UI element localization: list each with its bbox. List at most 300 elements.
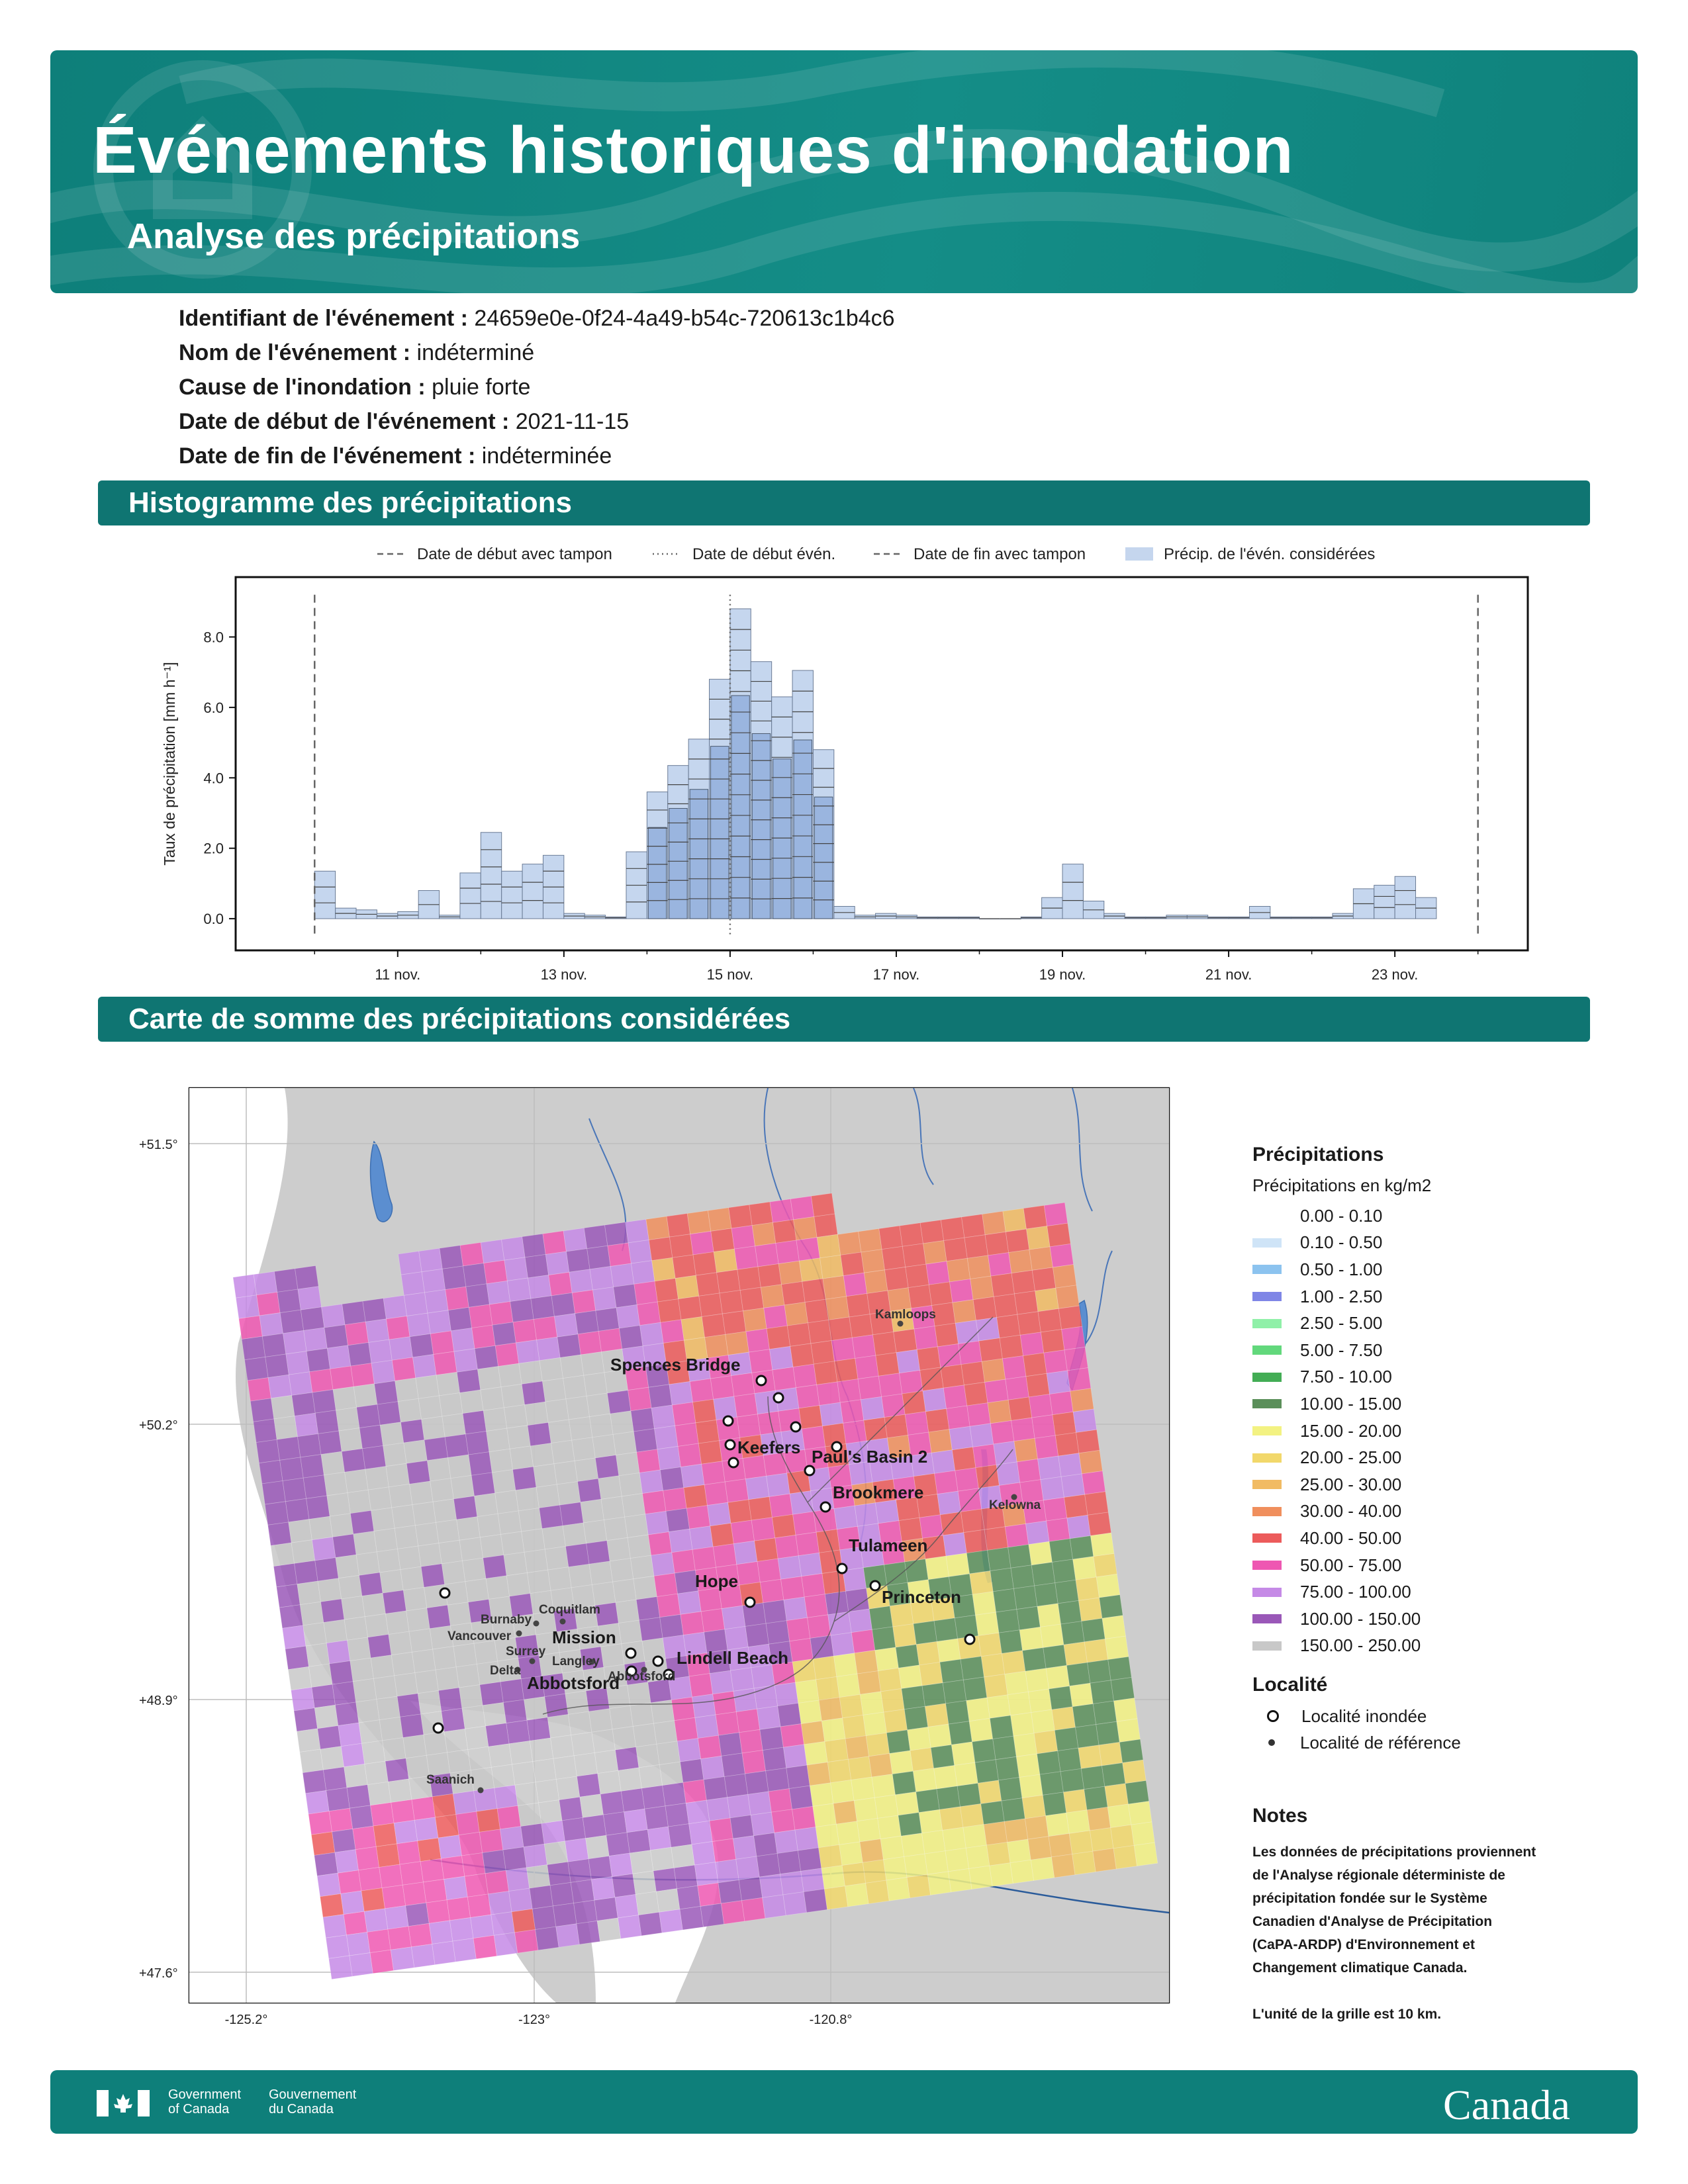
precip-grid-cell	[427, 1457, 451, 1481]
histogram-event-bar	[669, 808, 687, 919]
precip-grid-cell	[760, 1727, 784, 1751]
precip-grid-cell	[612, 1726, 636, 1750]
precip-grid-cell	[277, 1437, 301, 1461]
precip-grid-cell	[418, 1396, 442, 1420]
precip-grid-cell	[351, 1363, 375, 1387]
precip-grid-cell	[616, 1600, 639, 1623]
precip-grid-cell	[1052, 1707, 1076, 1731]
precip-grid-cell	[404, 1293, 428, 1316]
legend-class-label: 0.00 - 0.10	[1300, 1205, 1383, 1226]
precip-grid-cell	[288, 1666, 312, 1690]
precip-grid-cell	[577, 1774, 600, 1797]
precip-grid-cell	[403, 1735, 427, 1758]
precip-grid-cell	[743, 1603, 767, 1627]
precip-grid-cell	[810, 1783, 833, 1807]
precip-grid-cell	[906, 1264, 929, 1288]
precip-grid-cell	[755, 1243, 779, 1267]
precip-grid-cell	[616, 1304, 640, 1328]
precip-grid-cell	[966, 1550, 990, 1574]
precip-grid-cell	[556, 1924, 580, 1948]
precip-grid-cell	[908, 1285, 932, 1308]
precip-grid-cell	[674, 1865, 698, 1889]
precip-grid-cell	[710, 1670, 733, 1694]
precip-grid-cell	[513, 1319, 537, 1343]
precip-grid-cell	[335, 1702, 359, 1726]
precip-grid-cell	[916, 1789, 940, 1813]
precip-grid-cell	[795, 1680, 819, 1704]
precip-grid-cell	[751, 1518, 775, 1541]
precip-grid-cell	[1131, 1822, 1155, 1846]
lon-label: -123°	[518, 2013, 551, 2027]
precip-grid-cell	[338, 1723, 362, 1747]
precip-grid-cell	[628, 1682, 651, 1706]
precip-grid-cell	[306, 1643, 330, 1667]
precip-grid-cell	[273, 1563, 297, 1587]
precip-grid-cell	[680, 1906, 704, 1930]
precip-grid-cell	[852, 1335, 876, 1359]
precip-grid-cell	[894, 1329, 917, 1353]
precip-grid-cell	[606, 1833, 630, 1856]
precip-grid-cell	[904, 1854, 928, 1878]
precip-grid-cell	[1090, 1533, 1114, 1557]
gov-fr-line: du Canada	[269, 2102, 334, 2116]
precip-grid-cell	[1019, 1627, 1043, 1651]
precip-grid-cell	[595, 1455, 619, 1479]
precip-grid-cell	[373, 1676, 397, 1700]
legend-class-list	[1252, 1203, 1623, 1659]
precip-grid-cell	[740, 1287, 764, 1311]
flooded-place-label: Mission	[552, 1627, 616, 1647]
precip-grid-cell	[663, 1782, 686, 1806]
precip-grid-cell	[527, 1570, 551, 1594]
precip-grid-cell	[763, 1747, 786, 1771]
precip-grid-cell	[1002, 1356, 1026, 1380]
precip-grid-cell	[391, 1799, 415, 1823]
notes-title: Notes	[1252, 1805, 1308, 1827]
precip-grid-cell	[1093, 1701, 1117, 1725]
precip-grid-cell	[612, 1874, 636, 1897]
precip-grid-cell	[884, 1414, 908, 1438]
precip-grid-cell	[884, 1856, 908, 1880]
precip-grid-cell	[444, 1729, 468, 1752]
precip-grid-cell	[283, 1625, 306, 1649]
precip-grid-cell	[931, 1745, 955, 1768]
precip-grid-cell	[766, 1621, 790, 1645]
precip-grid-cell	[655, 1279, 679, 1302]
precip-grid-cell	[630, 1555, 654, 1579]
precip-grid-cell	[577, 1921, 600, 1944]
legend-class-label: 50.00 - 75.00	[1300, 1555, 1402, 1575]
precip-grid-cell	[790, 1343, 814, 1367]
precip-grid-cell	[811, 1193, 835, 1217]
precip-grid-cell	[371, 1655, 395, 1679]
legend-color-swatch	[1252, 1238, 1282, 1248]
precip-grid-cell	[790, 1491, 814, 1515]
precip-grid-cell	[250, 1398, 274, 1422]
precip-grid-cell	[439, 1393, 463, 1417]
precip-grid-cell	[459, 1832, 483, 1856]
precip-grid-cell	[419, 1248, 443, 1272]
precip-grid-cell	[760, 1579, 784, 1603]
precip-grid-cell	[1076, 1577, 1100, 1601]
precip-grid-cell	[315, 1410, 339, 1434]
precip-grid-cell	[534, 1316, 557, 1340]
precip-grid-cell	[475, 1345, 498, 1369]
precip-grid-cell	[342, 1596, 365, 1620]
precip-grid-cell	[345, 1322, 369, 1345]
precip-grid-cell	[834, 1506, 858, 1529]
precip-grid-cell	[327, 1493, 351, 1517]
precip-grid-cell	[569, 1269, 593, 1293]
precip-grid-cell	[978, 1780, 1002, 1804]
reference-locality-marker	[534, 1621, 539, 1627]
precip-grid-cell	[961, 1804, 984, 1828]
flooded-locality-marker	[745, 1598, 755, 1607]
precip-grid-cell	[315, 1558, 339, 1582]
precip-grid-cell	[414, 1817, 438, 1841]
precip-grid-cell	[829, 1317, 853, 1341]
precip-grid-cell	[811, 1341, 835, 1365]
precip-grid-cell	[701, 1756, 725, 1780]
precip-grid-cell	[857, 1671, 881, 1695]
precip-grid-cell	[627, 1829, 651, 1853]
precip-grid-cell	[474, 1641, 498, 1664]
precip-grid-cell	[693, 1252, 717, 1276]
precip-grid-cell	[695, 1715, 719, 1739]
precip-grid-cell	[589, 1709, 613, 1733]
precip-grid-cell	[403, 1587, 427, 1611]
precip-grid-cell	[728, 1500, 752, 1524]
precip-grid-cell	[1069, 1831, 1093, 1854]
precip-grid-cell	[794, 1216, 818, 1240]
precip-grid-cell	[698, 1441, 722, 1465]
canada-wordmark: Canada	[1443, 2081, 1570, 2128]
precip-grid-cell	[653, 1868, 677, 1891]
precip-grid-cell	[734, 1394, 758, 1418]
precip-grid-cell	[633, 1576, 657, 1600]
precip-grid-cell	[618, 1915, 641, 1939]
precip-grid-cell	[292, 1392, 316, 1416]
precip-grid-cell	[1063, 1790, 1087, 1813]
precip-grid-cell	[683, 1780, 707, 1803]
precip-grid-cell	[802, 1426, 825, 1450]
precip-grid-cell	[389, 1337, 413, 1361]
precip-grid-cell	[628, 1240, 652, 1264]
precip-grid-cell	[436, 1372, 460, 1396]
precip-grid-cell	[725, 1479, 749, 1503]
precip-grid-cell	[1034, 1730, 1058, 1754]
precip-grid-cell	[311, 1832, 335, 1856]
precip-grid-cell	[1050, 1391, 1074, 1415]
precip-grid-cell	[580, 1794, 604, 1818]
precip-grid-cell	[491, 1764, 515, 1788]
precip-grid-cell	[973, 1444, 997, 1468]
precip-grid-cell	[967, 1403, 991, 1427]
precip-grid-cell	[495, 1343, 519, 1367]
precip-grid-cell	[466, 1284, 490, 1308]
precip-grid-cell	[799, 1258, 823, 1282]
precip-grid-cell	[1067, 1368, 1091, 1392]
legend-color-swatch	[1252, 1292, 1282, 1301]
precip-grid-cell	[329, 1956, 353, 1979]
precip-grid-cell	[559, 1797, 583, 1821]
lon-label: -120.8°	[809, 2013, 853, 2027]
precip-grid-cell	[878, 1668, 902, 1692]
precip-grid-cell	[745, 1771, 769, 1795]
info-value: indéterminée	[481, 443, 612, 469]
precip-grid-cell	[1041, 1477, 1064, 1500]
precip-grid-cell	[672, 1402, 696, 1426]
precip-grid-cell	[1102, 1763, 1125, 1787]
precip-grid-cell	[332, 1682, 356, 1706]
precip-grid-cell	[1111, 1677, 1135, 1701]
precip-grid-cell	[303, 1623, 327, 1647]
precip-grid-cell	[1061, 1474, 1085, 1498]
precip-grid-cell	[843, 1715, 867, 1739]
precip-grid-cell	[283, 1478, 306, 1502]
precip-grid-cell	[350, 1510, 374, 1534]
precip-grid-cell	[526, 1865, 550, 1889]
precip-grid-cell	[726, 1332, 749, 1355]
precip-grid-cell	[453, 1938, 477, 1962]
flooded-place-label: Princeton	[882, 1587, 961, 1607]
precip-grid-cell	[536, 1779, 559, 1803]
precip-grid-cell	[451, 1328, 475, 1352]
precip-grid-cell	[925, 1851, 949, 1875]
precip-grid-cell	[1011, 1713, 1035, 1737]
precip-grid-cell	[501, 1531, 525, 1555]
precip-grid-cell	[568, 1711, 592, 1735]
reference-place-label: Surrey	[506, 1645, 546, 1659]
legend-class-row	[1252, 1578, 1623, 1606]
precip-grid-cell	[671, 1697, 695, 1721]
precip-grid-cell	[896, 1349, 920, 1373]
precip-grid-cell	[941, 1365, 964, 1388]
precip-grid-cell	[985, 1379, 1009, 1403]
precip-grid-cell	[616, 1452, 640, 1476]
precip-grid-cell	[1006, 1229, 1029, 1253]
legend-class-row	[1252, 1525, 1623, 1552]
precip-grid-cell	[792, 1806, 816, 1830]
precip-grid-cell	[479, 1829, 503, 1853]
precip-grid-cell	[665, 1803, 689, 1827]
precip-grid-cell	[553, 1903, 577, 1927]
precip-grid-cell	[428, 1310, 451, 1334]
precip-grid-cell	[1088, 1660, 1111, 1684]
precip-grid-cell	[383, 1738, 406, 1762]
flooded-locality-marker	[757, 1376, 766, 1385]
precip-grid-cell	[1050, 1244, 1074, 1267]
info-value: indéterminé	[416, 340, 535, 365]
precip-grid-cell	[416, 1375, 440, 1399]
precip-grid-cell	[866, 1733, 890, 1756]
precip-grid-cell	[855, 1651, 878, 1674]
precip-grid-cell	[990, 1568, 1014, 1592]
precip-grid-cell	[421, 1564, 445, 1588]
precip-grid-cell	[628, 1387, 652, 1411]
precip-grid-cell	[551, 1735, 575, 1759]
precip-grid-cell	[614, 1284, 637, 1308]
precip-grid-cell	[321, 1599, 345, 1623]
precip-grid-cell	[498, 1511, 522, 1535]
precip-grid-cell	[483, 1850, 506, 1874]
precip-grid-cell	[678, 1443, 702, 1467]
precip-grid-cell	[268, 1375, 292, 1398]
precip-grid-cell	[613, 1432, 637, 1455]
precip-grid-cell	[1096, 1721, 1120, 1745]
x-tick-label: 17 nov.	[872, 966, 920, 983]
precip-grid-cell	[1072, 1704, 1096, 1727]
precip-grid-cell	[1076, 1725, 1100, 1749]
precip-grid-cell	[391, 1652, 415, 1676]
precip-grid-cell	[884, 1562, 908, 1586]
precip-grid-cell	[447, 1602, 471, 1626]
precip-grid-cell	[745, 1476, 769, 1500]
precip-grid-cell	[842, 1862, 866, 1886]
precip-grid-cell	[890, 1751, 914, 1774]
precip-grid-cell	[600, 1791, 624, 1815]
precip-grid-cell	[996, 1610, 1020, 1633]
precip-grid-cell	[981, 1801, 1005, 1825]
precip-grid-cell	[489, 1449, 513, 1473]
precip-grid-cell	[379, 1864, 403, 1888]
precip-grid-cell	[718, 1880, 742, 1904]
precip-grid-cell	[839, 1694, 863, 1718]
precip-grid-cell	[969, 1718, 993, 1742]
precip-grid-cell	[881, 1689, 905, 1713]
precip-grid-cell	[943, 1533, 967, 1557]
precip-grid-cell	[254, 1271, 277, 1295]
precip-grid-cell	[839, 1842, 863, 1866]
precip-grid-cell	[592, 1287, 616, 1311]
precip-grid-cell	[583, 1520, 607, 1544]
precip-grid-cell	[1008, 1545, 1032, 1569]
precip-grid-cell	[439, 1540, 463, 1564]
precip-grid-cell	[651, 1847, 675, 1871]
precip-grid-cell	[849, 1314, 873, 1338]
precip-grid-cell	[610, 1706, 633, 1729]
locality-label: Localité de référence	[1300, 1732, 1461, 1752]
precip-grid-cell	[516, 1340, 539, 1364]
precip-grid-cell	[724, 1774, 748, 1797]
precip-grid-cell	[845, 1883, 869, 1907]
precip-grid-cell	[802, 1573, 825, 1597]
precip-grid-cell	[518, 1508, 542, 1532]
precip-grid-cell	[359, 1867, 383, 1891]
flooded-locality-marker	[724, 1416, 733, 1426]
precip-grid-cell	[424, 1437, 448, 1461]
precip-grid-cell	[739, 1877, 763, 1901]
precip-grid-cell	[318, 1431, 342, 1455]
precip-grid-cell	[465, 1874, 489, 1897]
precip-grid-cell	[1047, 1518, 1070, 1542]
precip-grid-cell	[465, 1726, 489, 1750]
precip-grid-cell	[669, 1381, 693, 1405]
precip-grid-cell	[1064, 1494, 1088, 1518]
precip-grid-cell	[657, 1446, 681, 1470]
precip-grid-cell	[692, 1842, 716, 1866]
info-label: Identifiant de l'événement :	[179, 306, 468, 331]
precip-grid-cell	[733, 1836, 757, 1860]
histogram-bar	[1374, 886, 1395, 919]
precip-grid-cell	[283, 1330, 307, 1354]
precip-grid-cell	[321, 1451, 345, 1475]
precip-grid-cell	[304, 1328, 328, 1351]
precip-grid-cell	[365, 1319, 389, 1343]
precip-grid-cell	[541, 1821, 565, 1844]
precip-grid-cell	[625, 1514, 649, 1538]
precip-grid-cell	[503, 1847, 527, 1871]
precip-grid-cell	[628, 1535, 651, 1559]
precip-grid-cell	[492, 1470, 516, 1494]
precip-grid-cell	[1004, 1819, 1028, 1843]
precip-grid-cell	[469, 1452, 492, 1476]
precip-grid-cell	[297, 1581, 321, 1605]
precip-grid-cell	[388, 1927, 412, 1950]
lat-label: +51.5°	[139, 1138, 178, 1152]
precip-grid-cell	[271, 1395, 295, 1419]
precip-grid-cell	[442, 1266, 466, 1290]
precip-grid-cell	[1019, 1774, 1043, 1798]
precip-grid-cell	[717, 1269, 741, 1293]
precip-grid-cell	[587, 1246, 611, 1269]
precip-grid-cell	[843, 1273, 867, 1297]
reference-place-label: Coquitlam	[539, 1603, 600, 1617]
precip-grid-cell	[598, 1476, 622, 1500]
precip-grid-cell	[615, 1894, 639, 1918]
precip-grid-cell	[990, 1715, 1013, 1739]
precip-grid-cell	[510, 1446, 534, 1470]
precip-grid-cell	[647, 1827, 671, 1850]
precip-grid-cell	[542, 1525, 566, 1549]
precip-grid-cell	[575, 1458, 598, 1482]
notes-line: L'unité de la grille est 10 km.	[1252, 2007, 1442, 2023]
legend-color-swatch	[1252, 1641, 1282, 1651]
precip-grid-cell	[979, 1338, 1003, 1362]
precip-grid-cell	[969, 1866, 993, 1889]
precip-grid-cell	[1090, 1828, 1113, 1852]
precip-grid-cell	[550, 1882, 574, 1906]
precip-grid-cell	[731, 1520, 755, 1544]
precip-grid-cell	[876, 1353, 900, 1377]
precip-grid-cell	[690, 1526, 714, 1550]
precip-grid-cell	[655, 1426, 679, 1449]
precip-grid-cell	[395, 1525, 418, 1549]
precip-grid-cell	[590, 1414, 614, 1437]
precip-grid-cell	[481, 1387, 504, 1411]
precip-grid-cell	[886, 1878, 910, 1901]
precip-grid-cell	[336, 1555, 359, 1578]
precip-grid-cell	[539, 1357, 563, 1381]
precip-grid-cell	[481, 1240, 504, 1263]
precip-grid-cell	[731, 1373, 755, 1396]
precip-grid-cell	[693, 1399, 717, 1423]
precip-grid-cell	[509, 1888, 533, 1912]
histogram-event-bar	[648, 827, 666, 919]
precip-grid-cell	[1006, 1377, 1029, 1400]
precip-grid-cell	[344, 1911, 367, 1935]
reference-marker-swatch	[1268, 1739, 1275, 1746]
precip-grid-cell	[1029, 1247, 1053, 1271]
x-tick-label: 19 nov.	[1039, 966, 1086, 983]
precip-grid-cell	[757, 1559, 781, 1582]
precip-grid-cell	[368, 1487, 392, 1511]
precip-grid-cell	[326, 1935, 350, 1959]
precip-grid-cell	[630, 1703, 654, 1727]
precip-grid-cell	[1047, 1223, 1071, 1247]
precip-grid-cell	[367, 1929, 391, 1953]
gov-en-line: of Canada	[168, 2102, 230, 2116]
